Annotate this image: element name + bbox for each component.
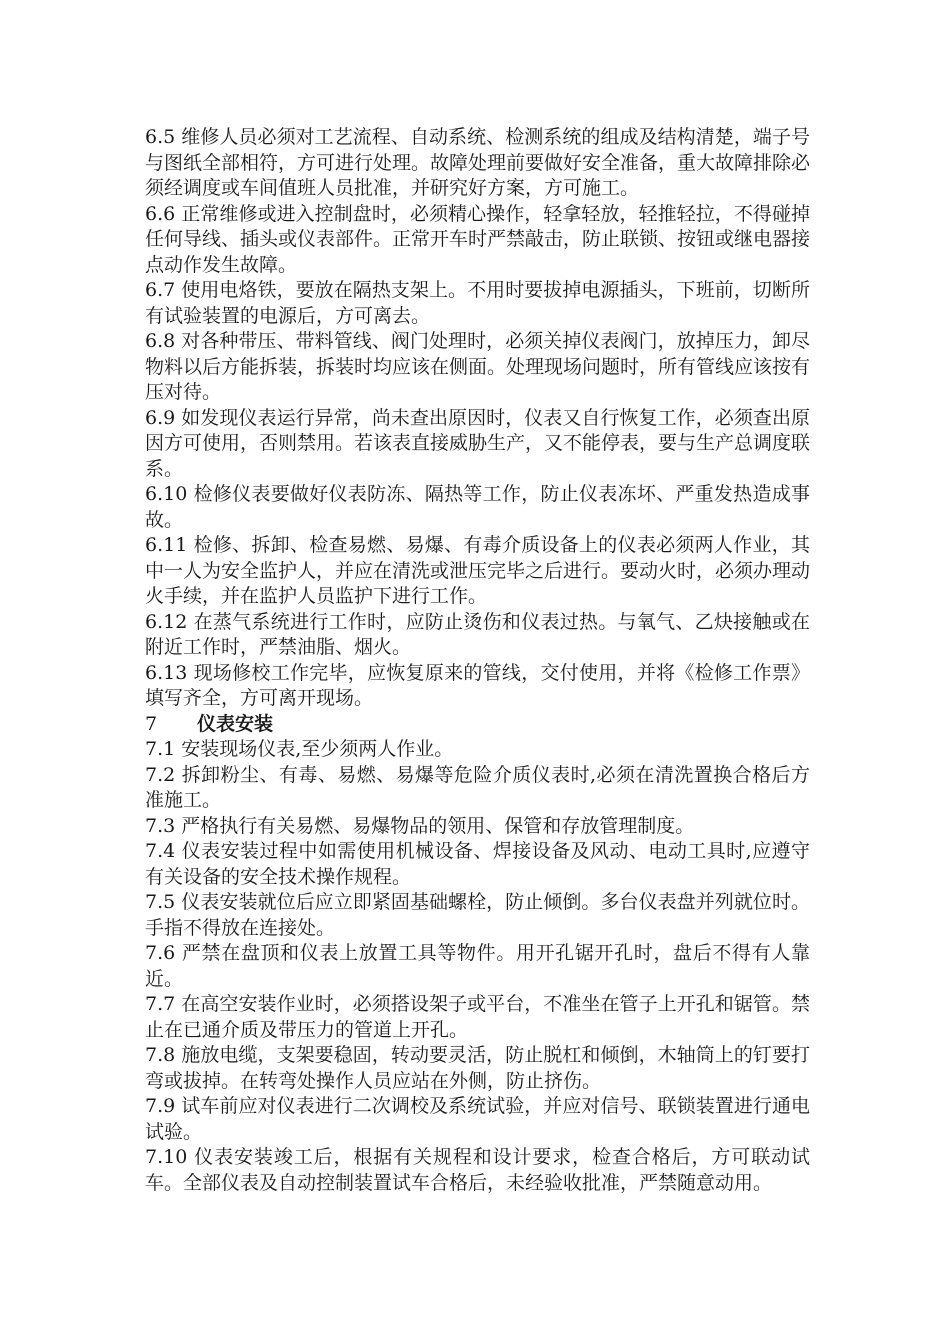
clause-7-9: 7.9 试车前应对仪表进行二次调校及系统试验，并应对信号、联锁装置进行通电试验。: [145, 1095, 810, 1143]
clause-6-9: 6.9 如发现仪表运行异常，尚未查出原因时，仪表又自行恢复工作，必须查出原因方可使用，否则禁用。若该表直接威胁生产，又不能停表，要与生产总调度联系。: [145, 406, 811, 480]
clause-7-1: 7.1 安装现场仪表,至少须两人作业。: [145, 738, 454, 760]
clause-7-5: 7.5 仪表安装就位后应立即紧固基础螺栓，防止倾倒。多台仪表盘并列就位时。手指不得放在连接处。: [145, 891, 810, 939]
clause-6-10: 6.10 检修仪表要做好仪表防冻、隔热等工作，防止仪表冻坏、严重发热造成事故。: [145, 483, 810, 531]
clause-7-6: 7.6 严禁在盘顶和仪表上放置工具等物件。用开孔锯开孔时，盘后不得有人靠近。: [145, 942, 810, 990]
clause-7-10: 7.10 仪表安装竣工后，根据有关规程和设计要求，检查合格后，方可联动试车。全部仪表及自动控制装置试车合格后，未经验收批准，严禁随意动用。: [145, 1146, 810, 1194]
clause-7-3: 7.3 严格执行有关易燃、易爆物品的领用、保管和存放管理制度。: [145, 814, 695, 837]
clause-6-11: 6.11 检修、拆卸、检查易燃、易爆、有毒介质设备上的仪表必须两人作业，其中一人为安全监护人，并应在清洗或泄压完毕之后进行。要动火时，必须办理动火手续，并在监护人员监护下进行工作。: [145, 534, 811, 607]
clause-7-8: 7.8 施放电缆，支架要稳固，转动要灵活，防止脱杠和倾倒，木轴筒上的钉要打弯或拔掉。在转弯处操作人员应站在外侧，防止挤伤。: [145, 1044, 810, 1092]
section-7-heading: [145, 712, 810, 738]
clause-7-4: 7.4 仪表安装过程中如需使用机械设备、焊接设备及风动、电动工具时,应遵守有关设备的安全技术操作规程。: [145, 840, 810, 888]
clause-6-7: 6.7 使用电烙铁，要放在隔热支架上。不用时要拔掉电源插头，下班前，切断所有试验装置的电源后，方可离去。: [145, 279, 810, 327]
section-title: 仪表安装: [197, 712, 274, 735]
clause-7-7: 7.7 在高空安装作业时，必须搭设架子或平台，不准坐在管子上开孔和锯管。禁止在已通介质及带压力的管道上开孔。: [145, 993, 810, 1041]
clause-6-12: 6.12 在蒸气系统进行工作时，应防止烫伤和仪表过热。与氧气、乙炔接触或在附近工作时，严禁油脂、烟火。: [145, 610, 810, 658]
clause-7-2: 7.2 拆卸粉尘、有毒、易燃、易爆等危险介质仪表时,必须在清洗置换合格后方准施工。: [145, 763, 810, 811]
clause-6-6: 6.6 正常维修或进入控制盘时，必须精心操作，轻拿轻放，轻推轻拉，不得碰掉任何导线、插头或仪表部件。正常开车时严禁敲击，防止联锁、按钮或继电器接点动作发生故障。: [145, 202, 811, 276]
clause-6-5: 6.5 维修人员必须对工艺流程、自动系统、检测系统的组成及结构清楚，端子号与图纸全部相符，方可进行处理。故障处理前要做好安全准备，重大故障排除必须经调度或车间值班人员批准，并研究好方案，方可施工。: [145, 126, 811, 199]
document-body: [145, 125, 810, 1196]
clause-6-8: 6.8 对各种带压、带料管线、阀门处理时，必须关掉仪表阀门，放掉压力，卸尽物料以后方能拆装，拆装时均应该在侧面。处理现场问题时，所有管线应该按有压对待。: [145, 330, 811, 403]
clause-6-13: 6.13 现场修校工作完毕，应恢复原来的管线，交付使用，并将《检修工作票》填写齐全，方可离开现场。: [145, 661, 810, 709]
section-number: 7: [145, 712, 158, 735]
